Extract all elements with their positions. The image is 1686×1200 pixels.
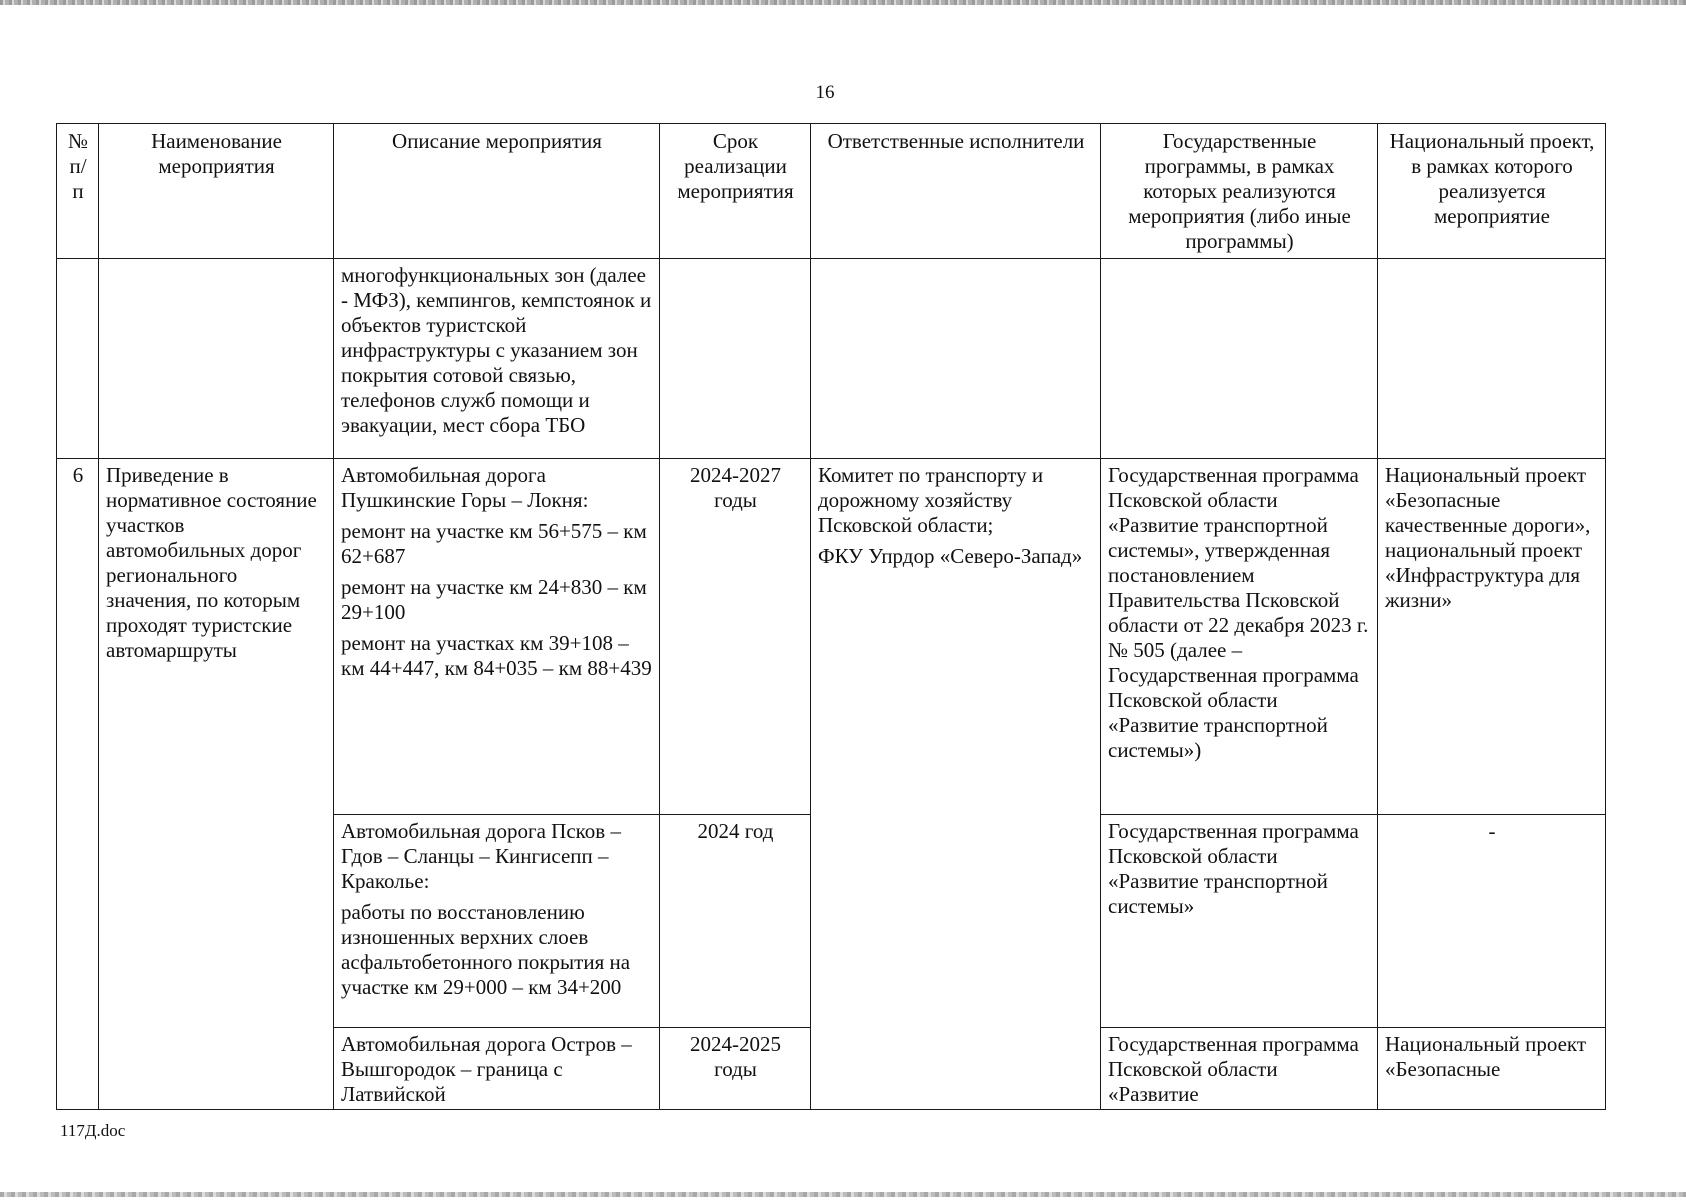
scan-top-edge — [0, 0, 1686, 5]
description-road: Автомобильная дорога Пушкинские Горы – Локня: — [341, 463, 589, 512]
cell-empty — [1101, 259, 1378, 459]
cell-description — [334, 815, 660, 1028]
cell-empty — [1378, 259, 1606, 459]
cell-program: Государственная программа Псковской области «Развитие — [1101, 1028, 1378, 1110]
cell-description: многофункциональных зон (далее - МФЗ), кемпингов, кемпстоянок и объектов туристской инфраструктуры с указанием зон покрытия сотовой связью, телефонов служб помощи и эвакуации, мест сбора ТБО — [334, 259, 660, 459]
cell-program: Государственная программа Псковской области «Развитие транспортной системы» — [1101, 815, 1378, 1028]
cell-national-project: Национальный проект «Безопасные качественные дороги», национальный проект «Инфраструктура для жизни» — [1378, 459, 1606, 815]
cell-empty — [57, 259, 99, 459]
cell-program: Государственная программа Псковской области «Развитие транспортной системы», утвержденная постановлением Правительства Псковской области от 22 декабря 2023 г. № 505 (далее – Государственная программа Псковской области «Развитие транспортной системы») — [1101, 459, 1378, 815]
description-road: Автомобильная дорога Остров – Вышгородок – граница с Латвийской — [341, 1032, 632, 1106]
description-road: Автомобильная дорога Псков – Гдов – Сланцы – Кингисепп – Краколье: — [341, 819, 621, 893]
description-segment: ремонт на участке км 24+830 – км 29+100 — [341, 575, 647, 624]
cell-row-number: 6 — [57, 459, 99, 1110]
cell-empty — [660, 259, 811, 459]
cell-term: 2024 год — [660, 815, 811, 1028]
header-number: № п/п — [57, 124, 99, 259]
header-name: Наименование мероприятия — [99, 124, 334, 259]
description-segment: работы по восстановлению изношенных верхних слоев асфальтобетонного покрытия на участке км 29+000 – км 34+200 — [341, 900, 631, 999]
cell-national-project: - — [1378, 815, 1606, 1028]
header-row — [57, 124, 1606, 259]
cell-description — [334, 1028, 660, 1110]
header-national-project: Национальный проект, в рамках которого реализуется мероприятие — [1378, 124, 1606, 259]
cell-term: 2024-2025 годы — [660, 1028, 811, 1110]
cell-national-project: Национальный проект «Безопасные — [1378, 1028, 1606, 1110]
header-term: Срок реализации мероприятия — [660, 124, 811, 259]
cell-term: 2024-2027 годы — [660, 459, 811, 815]
table-row-6a — [57, 459, 1606, 815]
scan-bottom-edge — [0, 1192, 1686, 1197]
executor-committee: Комитет по транспорту и дорожному хозяйству Псковской области; — [818, 463, 1044, 537]
header-description: Описание мероприятия — [334, 124, 660, 259]
cell-description — [334, 459, 660, 815]
page-number: 16 — [815, 82, 835, 103]
cell-event-name: Приведение в нормативное состояние участков автомобильных дорог регионального значения, по которым проходят туристские автомаршруты — [99, 459, 334, 1110]
executor-fku: ФКУ Упрдор «Северо-Запад» — [818, 544, 1083, 568]
header-executors: Ответственные исполнители — [811, 124, 1101, 259]
description-segment: ремонт на участках км 39+108 – км 44+447, км 84+035 – км 88+439 — [341, 631, 652, 680]
header-programs: Государственные программы, в рамках которых реализуются мероприятия (либо иные программы) — [1101, 124, 1378, 259]
description-segment: ремонт на участке км 56+575 – км 62+687 — [341, 519, 647, 568]
cell-empty — [811, 259, 1101, 459]
table-row-continuation — [57, 259, 1606, 459]
cell-empty — [99, 259, 334, 459]
cell-executors — [811, 459, 1101, 1110]
events-table — [56, 123, 1606, 1110]
footer-filename: 117Д.doc — [60, 1121, 126, 1140]
